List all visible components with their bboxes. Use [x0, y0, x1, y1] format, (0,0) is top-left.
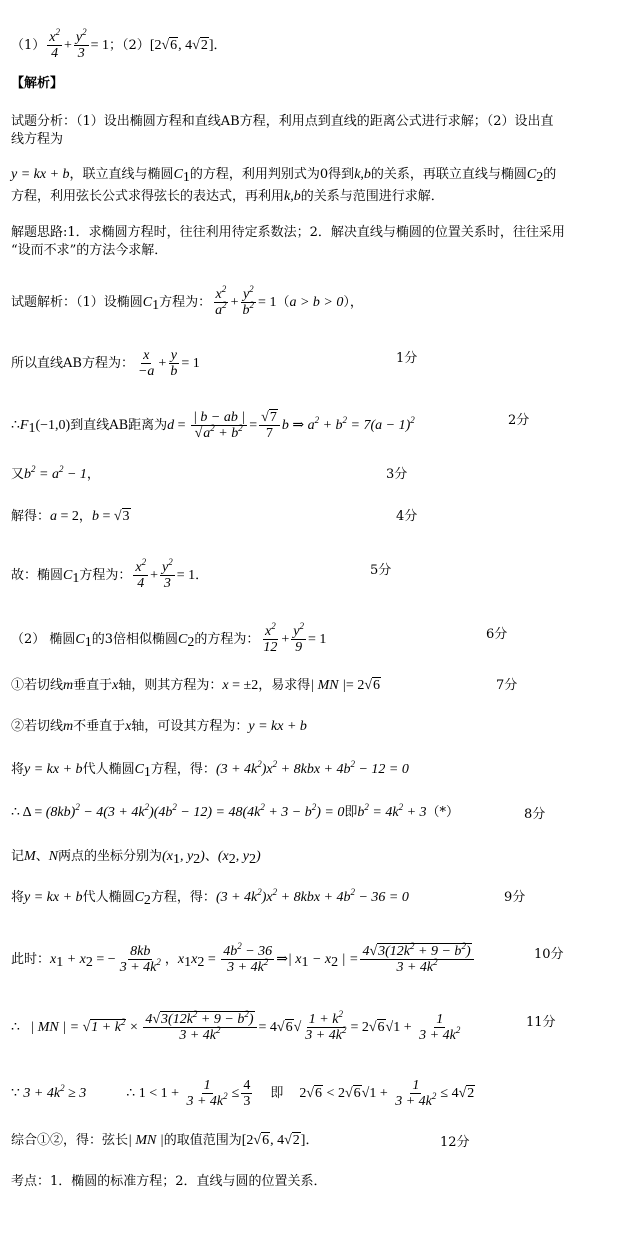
case2-eq: ②若切线m不垂直于x轴，可设其方程为：y = kx + b [11, 719, 307, 734]
answer-line: （1） $\frac{x^2}{4}$ + $\frac{y^2}{3}$ = 1；（2）[2√6, 4√2]． [11, 27, 227, 61]
analysis-line-4: 方程，利用弦长公式求得弦长的表达式，再利用k,b的关系与范围进行求解． [11, 189, 444, 204]
score-11: 11分 [526, 1015, 556, 1030]
score-1: 1分 [396, 351, 418, 366]
analysis-line-2: 线方程为 [11, 132, 64, 147]
coords-line: 记M、N两点的坐标分别为($x_1$, $y_2$)、($x_2$, $y_2$) [11, 849, 261, 867]
substitute1-eq: 将y = kx + b代人椭圆$C_1$方程，得：$(3 + 4k^2)x^2 + 8kbx + 4b^2 - 12 = 0$ [11, 759, 409, 780]
analysis-line-3: y = kx + b，联立直线与椭圆$C_1$的方程，利用判别式为0得到k,b的关系，再联立直线与椭圆$C_2$的 [11, 167, 557, 185]
distance-eq: $\therefore F_1(-1,0)$到直线AB距离为d = $\frac{| b - ab |}{√a^2 + b^2}$ = $\frac{√7}{7}$ b ⇒ $a^2 + b^2 = 7(a - 1)^2$ [11, 410, 415, 441]
line-ab-eq: 所以直线AB方程为： $\frac{x}{-a}$ + $\frac{y}{b}$ = 1 [11, 348, 200, 379]
since-ineq: ∵ $3 + 4k^2 \ge 3$ ∴ 1 < 1 + $\frac{1}{3 + 4k^2}$ ≤ $\frac{4}{3}$ 即 2√6 < 2√6√1 + $\frac{1}{3 + 4k^2}$ ≤ 4√2 [11, 1078, 475, 1109]
score-2: 2分 [508, 413, 530, 428]
score-12: 12分 [440, 1135, 470, 1150]
vieta-eq: 此时：$x_1 + x_2$ = − $\frac{8kb}{3 + 4k^2}$ ，$x_1x_2$ = $\frac{4b^2 - 36}{3 + 4k^2}$ ⇒| $x_1 - x_2$ | = $\frac{4√3(12k^2 + 9 - b^2)}{3 + 4k^2}$ [11, 944, 476, 975]
key-points: 考点：1．椭圆的标准方程；2．直线与圆的位置关系． [11, 1174, 327, 1189]
thinking-line-1: 解题思路:1．求椭圆方程时，往往利用待定系数法；2．解决直线与椭圆的位置关系时，往往采用 [11, 225, 565, 240]
score-8: 8分 [524, 807, 546, 822]
thinking-line-2: “设而不求”的方法今求解． [11, 243, 168, 258]
delta-eq: ∴ $\Delta = (8kb)^2 - 4(3 + 4k^2)(4b^2 - 12) = 48(4k^2 + 3 - b^2) = 0$即$b^2 = 4k^2 + 3(*)$ [11, 802, 460, 820]
case1-eq: ①若切线m垂直于x轴，则其方程为：x = ±2，易求得| MN |= 2√6 [11, 678, 381, 693]
score-9: 9分 [504, 890, 526, 905]
hence-eq: 故：椭圆$C_1$方程为： $\frac{x^2}{4}$ + $\frac{y^2}{3}$ = 1． [11, 557, 209, 591]
substitute2-eq: 将y = kx + b代人椭圆$C_2$方程，得：$(3 + 4k^2)x^2 + 8kbx + 4b^2 - 36 = 0$ [11, 887, 409, 908]
score-7: 7分 [496, 678, 518, 693]
solution-line-1: 试题解析：（1）设椭圆$C_1$方程为： $\frac{x^2}{a^2}$ + $\frac{y^2}{b^2}$ = 1（a > b > 0）， [11, 284, 363, 318]
also-eq: 又$b^2 = a^2 - 1$， [11, 464, 100, 482]
jiexi-heading: 【解析】 [11, 76, 64, 91]
part2-eq: （2） 椭圆$C_1$的3倍相似椭圆$C_2$的方程为： $\frac{x^2}{12}$ + $\frac{y^2}{9}$ = 1 [11, 621, 327, 655]
score-6: 6分 [486, 627, 508, 642]
solve-eq: 解得：a = 2，b = √3 [11, 509, 130, 524]
analysis-line-1: 试题分析：（1）设出椭圆方程和直线AB方程，利用点到直线的距离公式进行求解；（2）设出直 [11, 114, 554, 129]
combine-line: 综合①②，得：弦长| MN |的取值范围为[2√6, 4√2]． [11, 1133, 319, 1148]
score-10: 10分 [534, 947, 564, 962]
chord-length-eq: ∴ | MN | = $√1 + k^2$ × $\frac{4√3(12k^2 + 9 - b^2)}{3 + 4k^2}$ = 4√6√ $\frac{1 + k^2}{3 + 4k^2}$ = 2√6√1 + $\frac{1}{3 + 4k^2}$ [11, 1009, 461, 1043]
score-3: 3分 [386, 467, 408, 482]
score-4: 4分 [396, 509, 418, 524]
score-5: 5分 [370, 563, 392, 578]
